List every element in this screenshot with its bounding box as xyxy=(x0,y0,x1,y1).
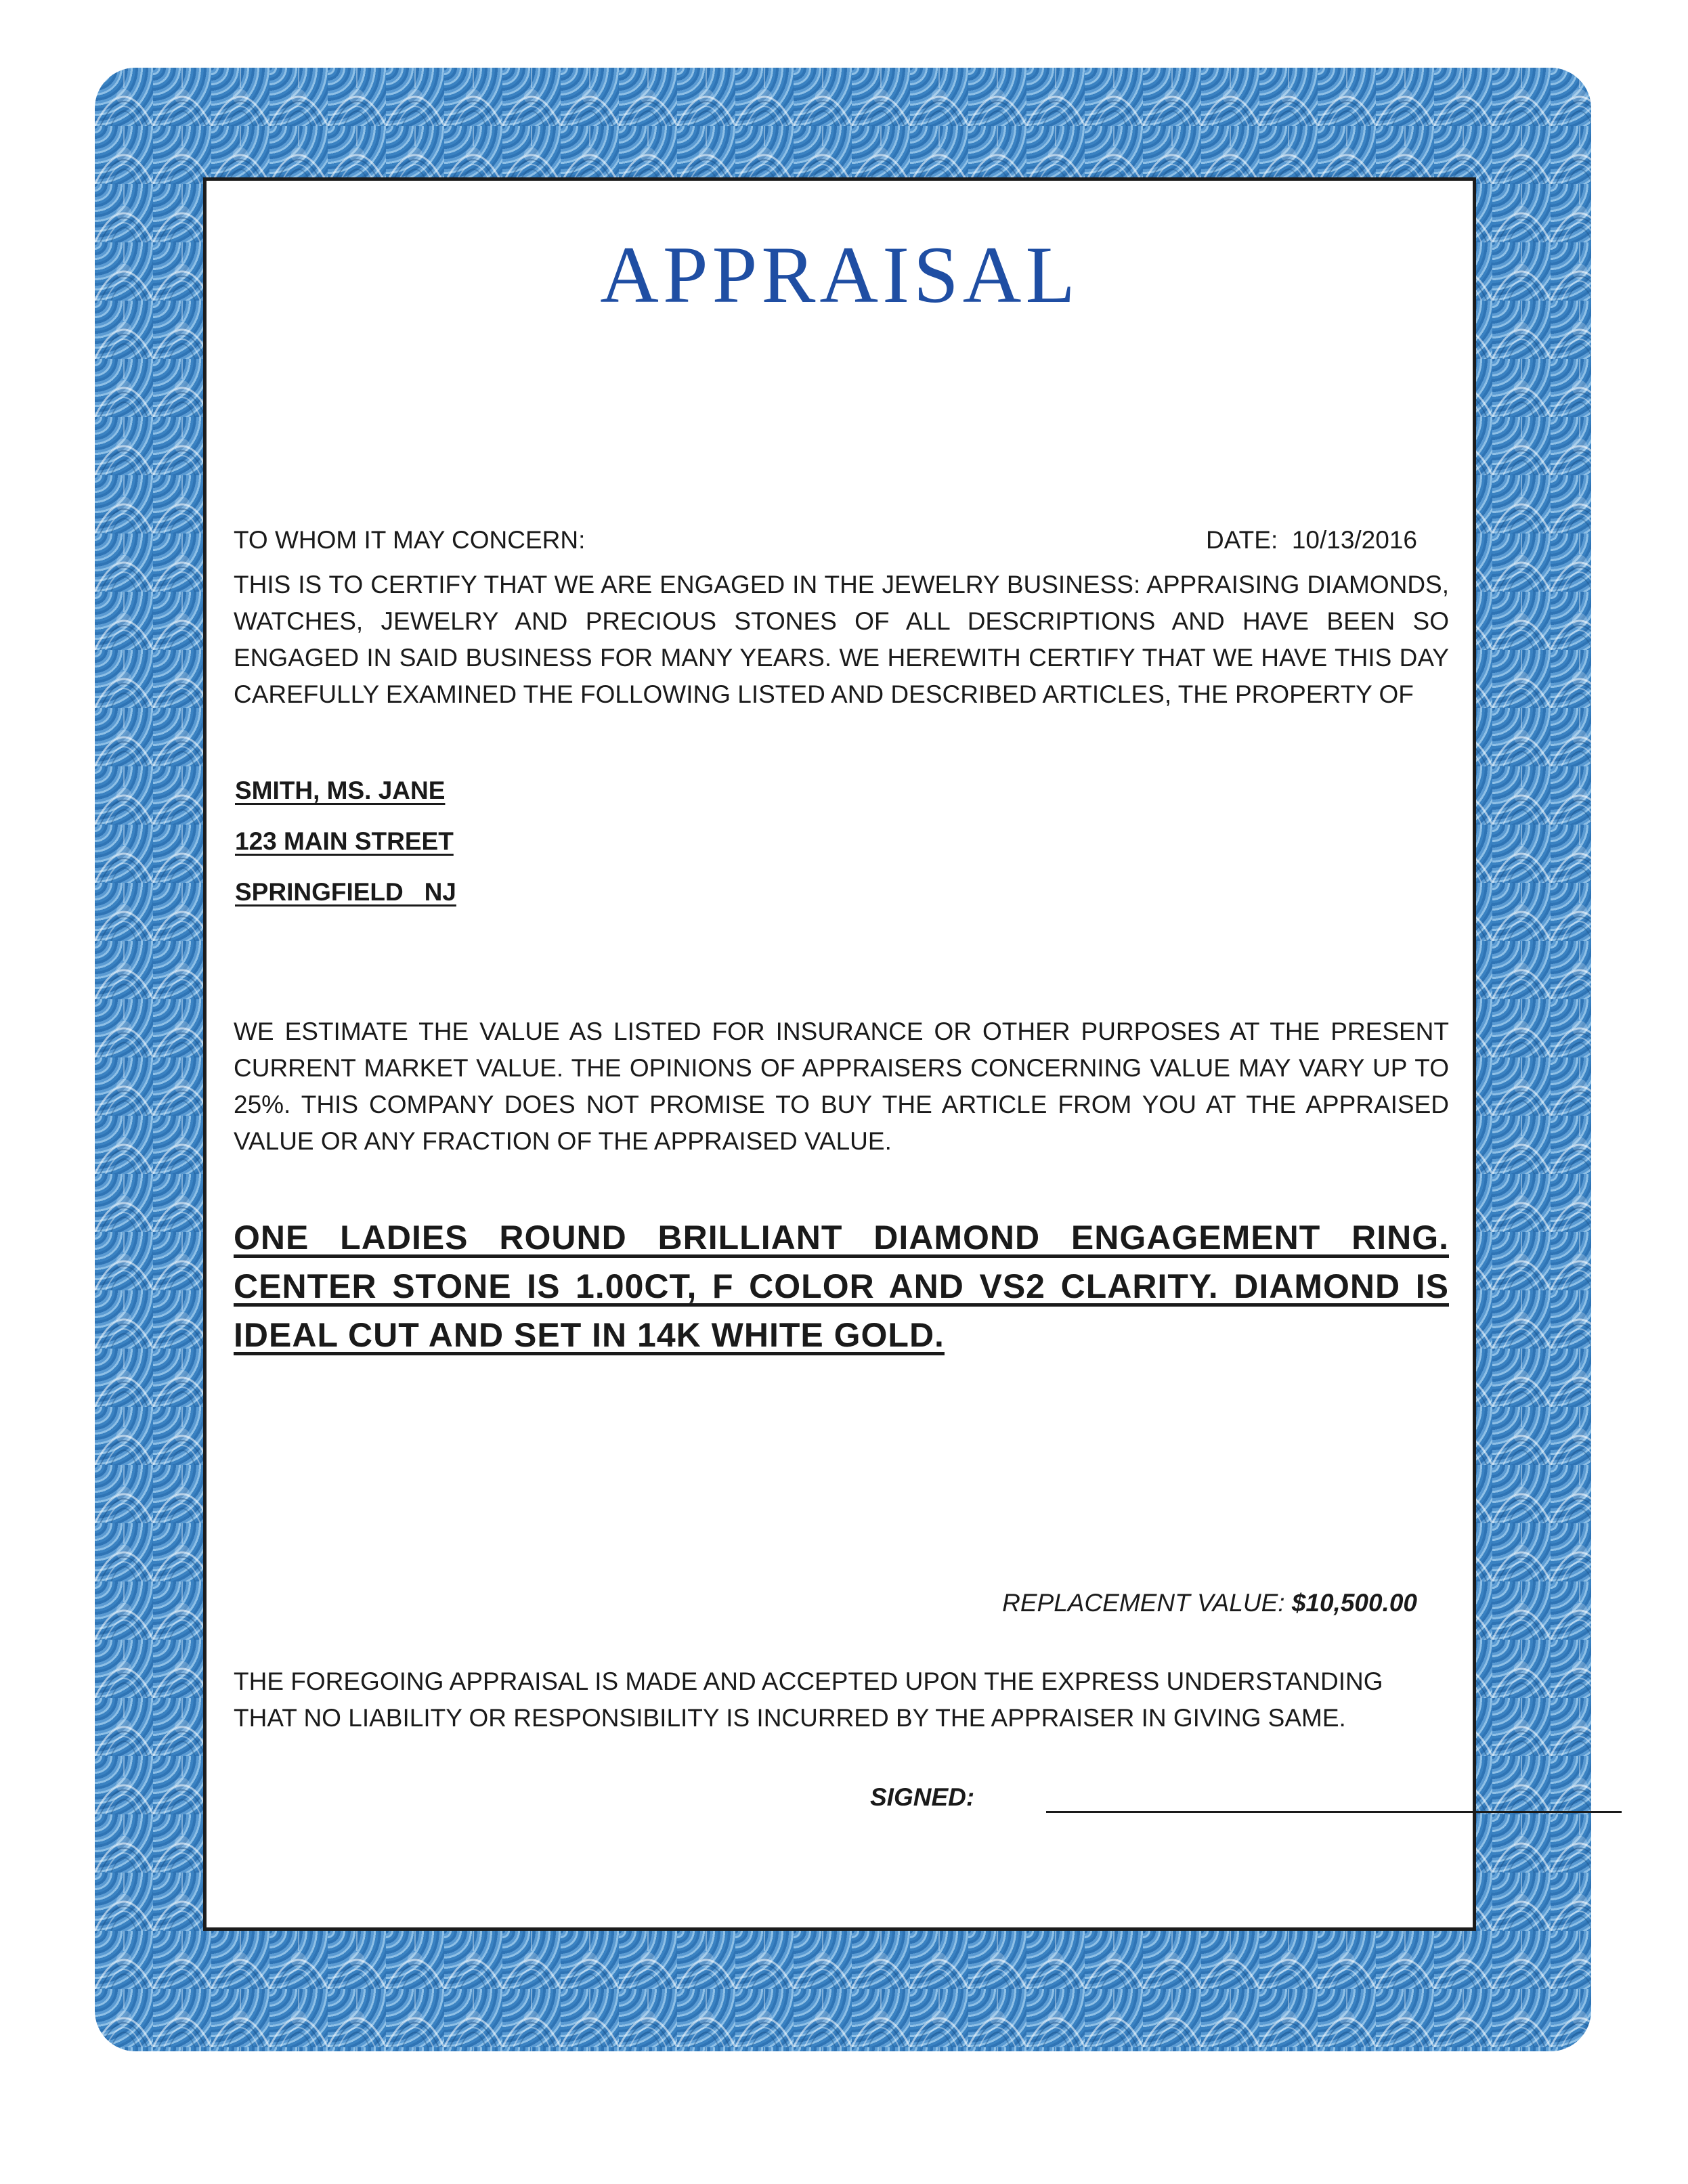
replacement-label: REPLACEMENT VALUE: xyxy=(1002,1589,1285,1617)
salutation: TO WHOM IT MAY CONCERN: xyxy=(234,526,586,554)
item-description: ONE LADIES ROUND BRILLIANT DIAMOND ENGAGEMENT RING. CENTER STONE IS 1.00CT, F COLOR AND VS2 CLARITY. DIAMOND IS IDEAL CUT AND SET IN 14K WHITE GOLD. xyxy=(234,1219,1449,1354)
content-panel xyxy=(203,177,1476,1931)
signature-line[interactable] xyxy=(1046,1811,1622,1813)
owner-name: SMITH, MS. JANE xyxy=(235,777,446,804)
date-value: 10/13/2016 xyxy=(1291,526,1417,554)
signed-label: SIGNED: xyxy=(870,1783,975,1811)
certify-paragraph: THIS IS TO CERTIFY THAT WE ARE ENGAGED IN THE JEWELRY BUSINESS: APPRAISING DIAMONDS, WATCHES, JEWELRY AND PRECIOUS STONES OF ALL DESCRIPTIONS AND HAVE BEEN SO ENGAGED IN SAID BUSINESS FOR MANY YEARS. WE HEREWITH CERTIFY THAT WE HAVE THIS DAY CAREFULLY EXAMINED THE FOLLOWING LISTED AND DESCRIBED ARTICLES, THE PROPERTY OF xyxy=(234,571,1449,708)
disclaimer-paragraph: THE FOREGOING APPRAISAL IS MADE AND ACCEPTED UPON THE EXPRESS UNDERSTANDING THAT NO LIABILITY OR RESPONSIBILITY IS INCURRED BY THE APPRAISER IN GIVING SAME. xyxy=(234,1667,1383,1732)
owner-street: 123 MAIN STREET xyxy=(235,827,454,855)
replacement-amount: $10,500.00 xyxy=(1291,1589,1417,1617)
date-block xyxy=(1206,526,1417,554)
estimate-paragraph: WE ESTIMATE THE VALUE AS LISTED FOR INSURANCE OR OTHER PURPOSES AT THE PRESENT CURRENT MARKET VALUE. THE OPINIONS OF APPRAISERS CONCERNING VALUE MAY VARY UP TO 25%. THIS COMPANY DOES NOT PROMISE TO BUY THE ARTICLE FROM YOU AT THE APPRAISED VALUE OR ANY FRACTION OF THE APPRAISED VALUE. xyxy=(234,1018,1449,1155)
date-label: DATE: xyxy=(1206,526,1278,554)
page-title: APPRAISAL xyxy=(600,230,1079,320)
owner-city: SPRINGFIELD NJ xyxy=(235,878,456,906)
replacement-value xyxy=(1002,1589,1417,1617)
